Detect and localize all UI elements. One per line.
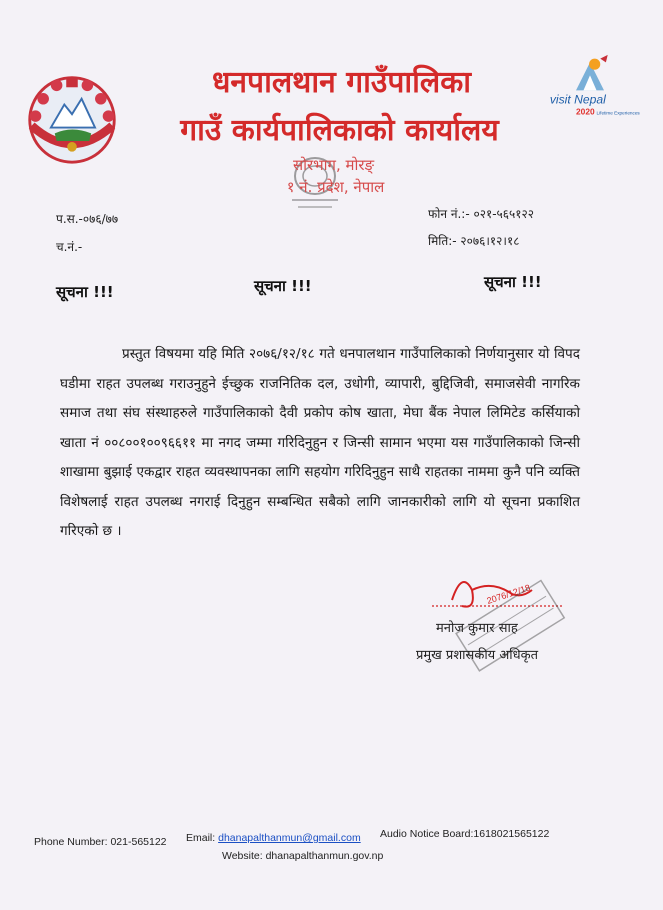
handwritten-date: 2076/12/18 [485, 582, 532, 606]
reference-number: प.स.-०७६/७७ [56, 212, 119, 226]
notice-body: प्रस्तुत विषयमा यहि मिति २०७६/१२/१८ गते धनपालथान गाउँपालिकाको निर्णयानुसार यो विपद घडीमा राहत उपलब्ध गराउनुहुने ईच्छुक राजनितिक दल, उधोगी, व्यापारी, बुद्दिजिवी, समाजसेवी नागरिक समाज तथा संघ संस्थाहरुले गाउँपालिकाको दैवी प्रकोप कोष खाता, मेघा बैंक नेपाल लिमिटेड कर्सियाको खाता नं ००८००१००९६६११ मा नगद जम्मा गरिदिनुहुन र जिन्सी सामान भएमा यस गाउँपालिकाको जिन्सी शाखामा बुझाई एकद्वार राहत व्यवस्थापनका लागि सहयोग गरिदिनुहुन साथै राहतका नाममा कुनै पनि व्यक्ति विशेषलाई राहत उपलब्ध नगराई दिनुहुन सम्बन्धित सबैको लागि जानकारीको लागि यो सूचना प्रकाशित गरिएको छ । [60, 346, 580, 539]
address-line2: १ नं. प्रदेश, नेपाल [286, 178, 385, 196]
footer-audio-notice: Audio Notice Board:1618021565122 [380, 828, 550, 840]
footer-phone: Phone Number: 021-565122 [34, 836, 167, 848]
address-line1: सोरभाग, मोरङ् [292, 156, 375, 174]
visit-nepal-tagline: Lifetime Experiences [596, 110, 640, 116]
office-title-line1: धनपालथान गाउँपालिका [211, 65, 472, 100]
notice-heading-right: सूचना !!! [484, 273, 542, 291]
footer-email-label: Email: [186, 832, 216, 844]
notice-heading-left: सूचना !!! [56, 283, 114, 301]
visit-nepal-year: 2020 [576, 106, 595, 117]
signatory-name: मनोज कुमार साह [436, 621, 518, 636]
footer-email-group [186, 832, 361, 844]
footer-website[interactable]: Website: dhanapalthanmun.gov.np [222, 850, 384, 862]
visit-nepal-text: visit Nepal [549, 92, 606, 107]
office-phone: फोन नं.:- ०२१-५६५१२२ [428, 207, 534, 221]
letter-date: मिति:- २०७६।१२।१८ [428, 234, 520, 248]
signatory-title: प्रमुख प्रशासकीय अधिकृत [416, 648, 539, 663]
office-title-line2: गाउँ कार्यपालिकाको कार्यालय [180, 113, 499, 148]
footer-email-link[interactable]: dhanapalthanmun@gmail.com [218, 832, 361, 844]
notice-heading-center: सूचना !!! [254, 277, 312, 295]
dispatch-number: च.नं.- [56, 240, 83, 254]
